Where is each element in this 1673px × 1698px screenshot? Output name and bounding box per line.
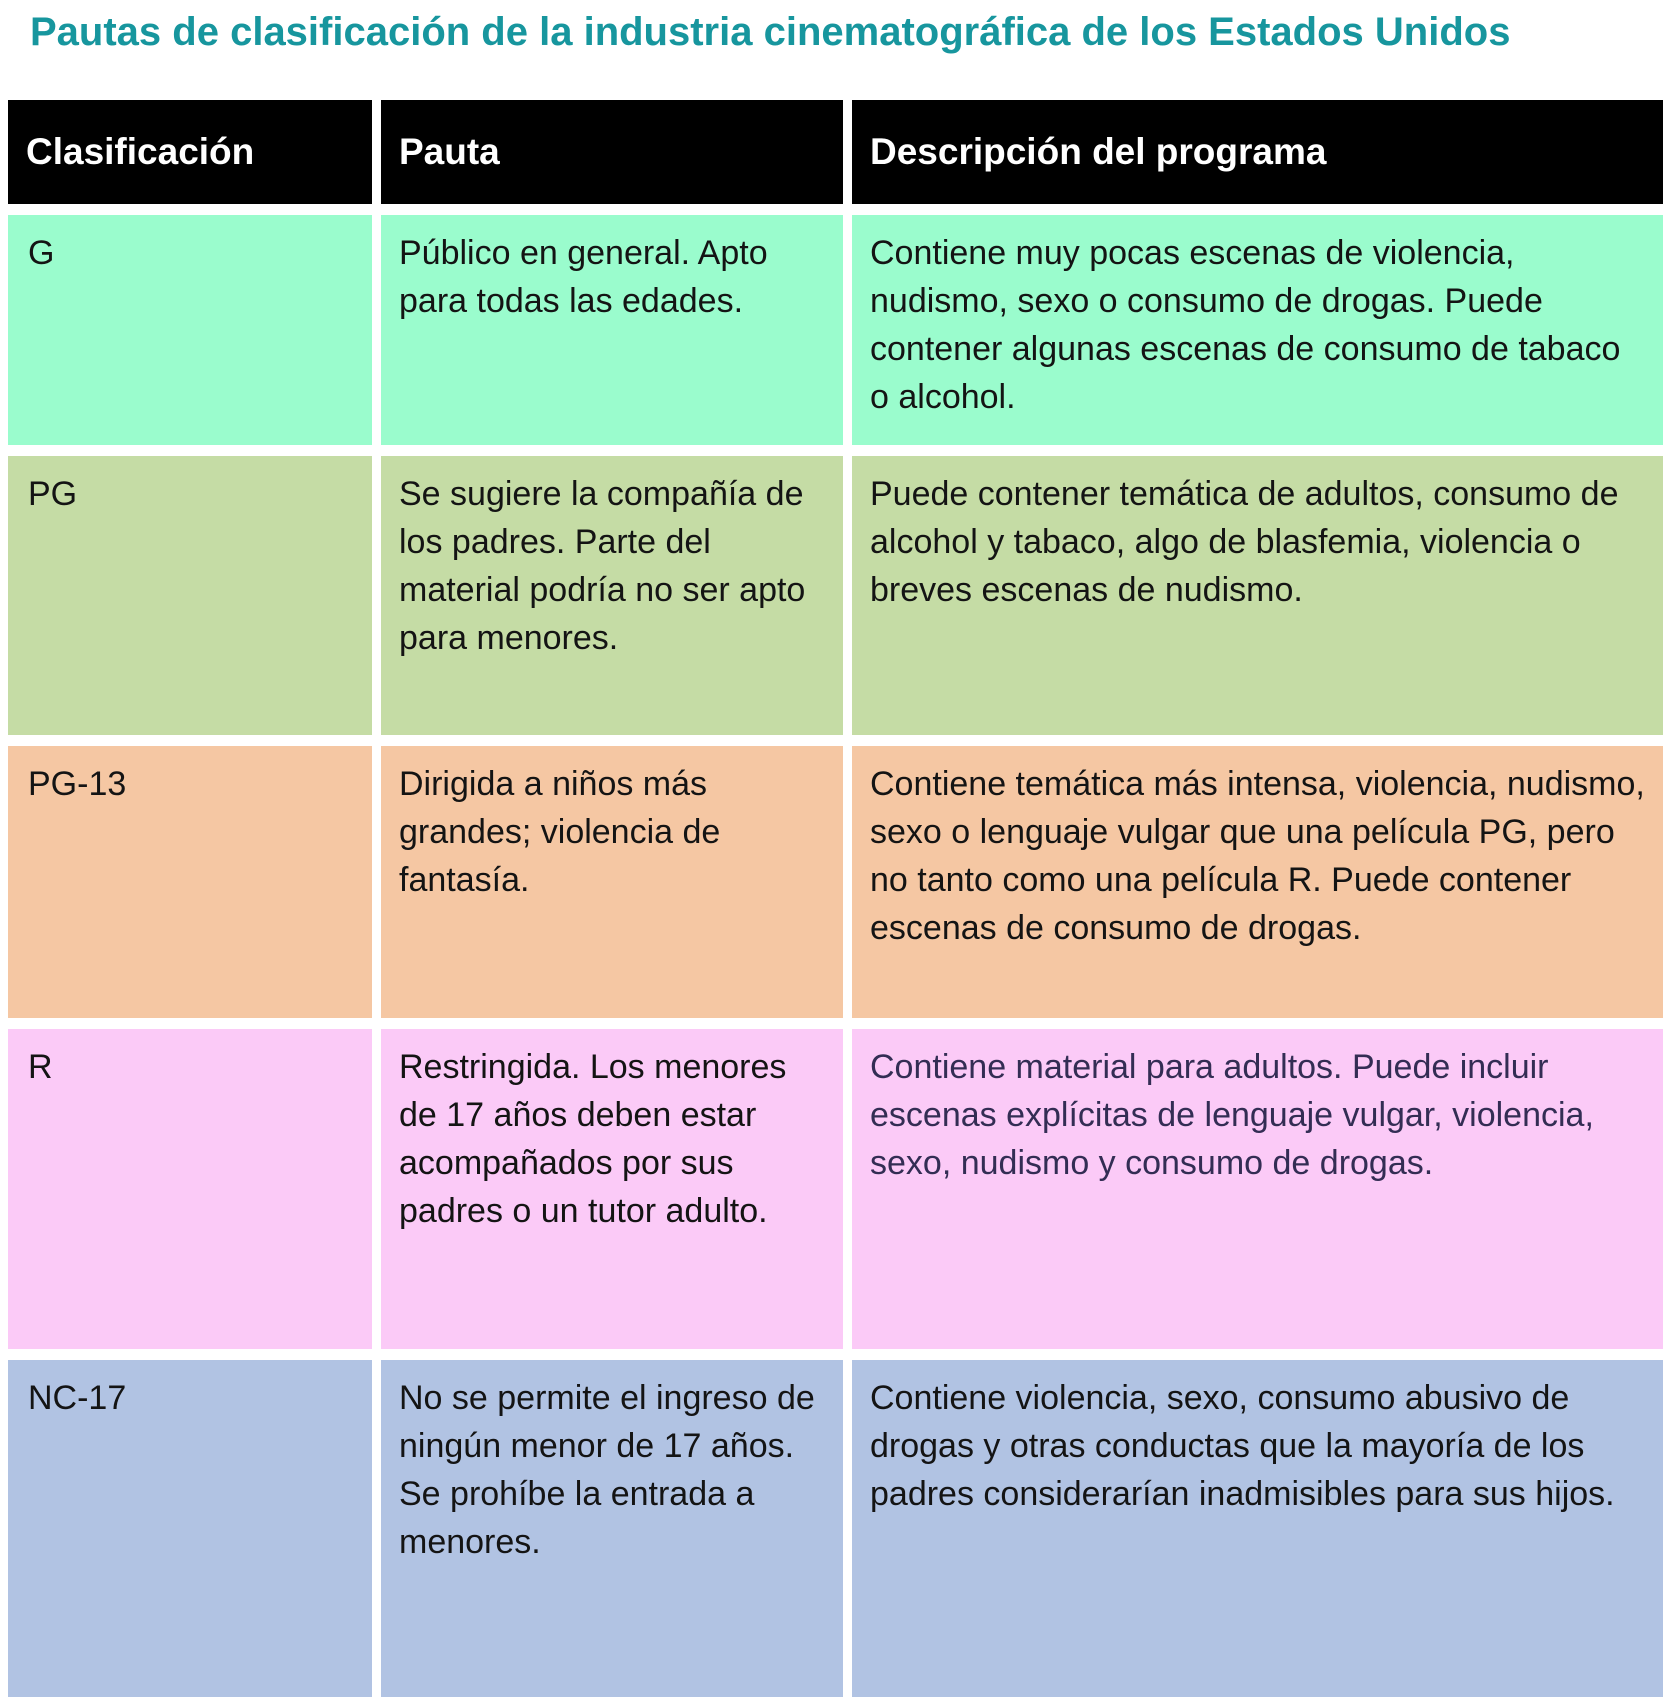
pauta-cell-r: Restringida. Los menores de 17 años deben estar acompañados por sus padres o un tutor adulto. <box>381 1029 843 1349</box>
column-header-descripcion: Descripción del programa <box>852 100 1663 204</box>
descripcion-cell-g: Contiene muy pocas escenas de violencia, nudismo, sexo o consumo de drogas. Puede contener algunas escenas de consumo de tabaco o alcohol. <box>852 215 1663 445</box>
column-header-clasificacion: Clasificación <box>8 100 372 204</box>
pauta-cell-pg: Se sugiere la compañía de los padres. Parte del material podría no ser apto para menores. <box>381 456 843 735</box>
pauta-cell-g: Público en general. Apto para todas las edades. <box>381 215 843 445</box>
pauta-cell-nc17: No se permite el ingreso de ningún menor de 17 años. Se prohíbe la entrada a menores. <box>381 1360 843 1697</box>
rating-cell-g: G <box>8 215 372 445</box>
column-header-pauta: Pauta <box>381 100 843 204</box>
rating-cell-pg13: PG-13 <box>8 746 372 1018</box>
descripcion-cell-pg13: Contiene temática más intensa, violencia, nudismo, sexo o lenguaje vulgar que una película PG, pero no tanto como una película R. Puede contener escenas de consumo de drogas. <box>852 746 1663 1018</box>
classification-table <box>8 100 1663 1697</box>
descripcion-cell-nc17: Contiene violencia, sexo, consumo abusivo de drogas y otras conductas que la mayoría de los padres considerarían inadmisibles para sus hijos. <box>852 1360 1663 1697</box>
descripcion-cell-pg: Puede contener temática de adultos, consumo de alcohol y tabaco, algo de blasfemia, violencia o breves escenas de nudismo. <box>852 456 1663 735</box>
descripcion-cell-r: Contiene material para adultos. Puede incluir escenas explícitas de lenguaje vulgar, violencia, sexo, nudismo y consumo de drogas. <box>852 1029 1663 1349</box>
rating-cell-r: R <box>8 1029 372 1349</box>
pauta-cell-pg13: Dirigida a niños más grandes; violencia de fantasía. <box>381 746 843 1018</box>
rating-cell-pg: PG <box>8 456 372 735</box>
page-title: Pautas de clasificación de la industria cinematográfica de los Estados Unidos <box>30 10 1511 54</box>
rating-cell-nc17: NC-17 <box>8 1360 372 1697</box>
